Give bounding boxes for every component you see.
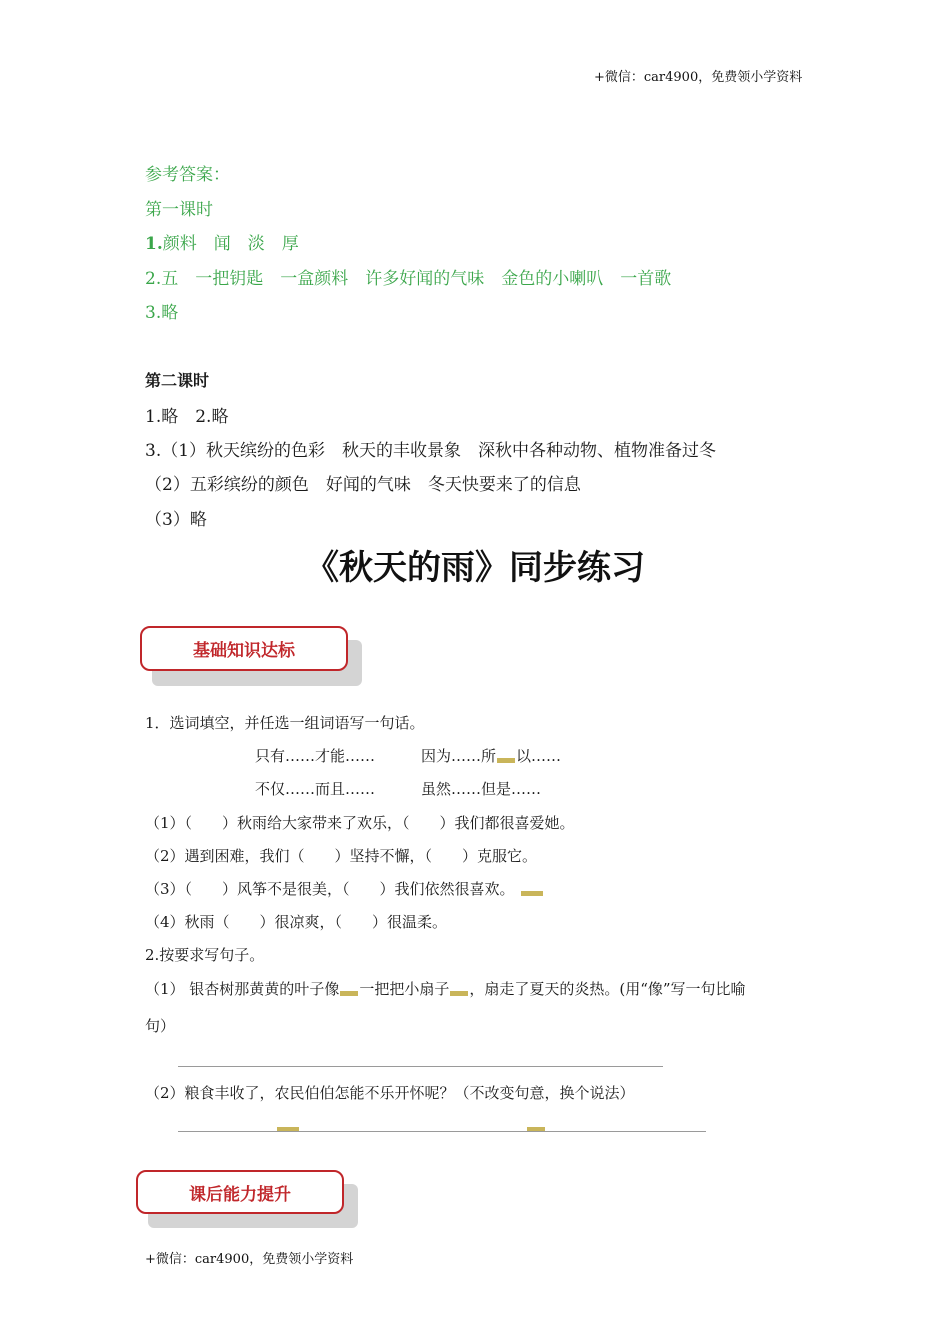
answer-line-1[interactable] — [178, 1066, 663, 1067]
lesson1-q3: 3.略 — [145, 303, 179, 323]
highlight-mark — [340, 991, 358, 996]
q1-sentence-4: （4）秋雨（ ）很凉爽，（ ）很温柔。 — [145, 913, 448, 931]
lesson2-title: 第二课时 — [145, 371, 210, 390]
section-advanced-badge — [136, 1170, 360, 1230]
q2-sentence-1-end: 句） — [145, 1017, 176, 1035]
exercise-title: 《秋天的雨》同步练习 — [305, 548, 645, 588]
highlight-mark — [521, 891, 543, 896]
answers-heading: 参考答案： — [145, 165, 230, 185]
q1-sentence-1: （1）（ ）秋雨给大家带来了欢乐，（ ）我们都很喜爱她。 — [145, 814, 575, 832]
q1-sentence-2: （2）遇到困难，我们（ ）坚持不懈，（ ）克服它。 — [145, 847, 538, 865]
lesson2-line3: （2）五彩缤纷的颜色 好闻的气味 冬天快要来了的信息 — [145, 475, 581, 495]
q1-word-option-4: 虽然……但是…… — [421, 780, 542, 798]
q2-s1-part-c: ，扇走了夏天的炎热。(用“像”写一句比喻 — [469, 980, 746, 998]
highlight-mark — [277, 1127, 299, 1131]
q1-word-option-2b: 以…… — [516, 747, 562, 765]
answer-line-2[interactable] — [178, 1131, 706, 1132]
lesson2-line2: 3.（1）秋天缤纷的色彩 秋天的丰收景象 深秋中各种动物、植物准备过冬 — [145, 441, 717, 461]
q2-sentence-2: （2）粮食丰收了，农民伯伯怎能不乐开怀呢？（不改变句意，换个说法） — [145, 1084, 635, 1102]
highlight-mark — [527, 1127, 545, 1131]
q1-word-option-3: 不仅……而且…… — [255, 780, 376, 798]
lesson2-line1: 1.略 2.略 — [145, 407, 229, 427]
q2-s1-part-a: （1） 银杏树那黄黄的叶子像 — [145, 980, 340, 998]
lesson1-q2-part-b: 好闻的气味 金色的小喇叭 一首歌 — [399, 269, 672, 289]
lesson1-title: 第一课时 — [145, 200, 213, 220]
lesson1-q1-number: 1. — [145, 234, 163, 254]
highlight-mark — [450, 991, 468, 996]
section-basic-label: 基础知识达标 — [140, 626, 348, 671]
q2-sentence-1 — [145, 978, 746, 999]
q1-sentence-3-text: （3）（ ）风筝不是很美，（ ）我们依然很喜欢。 — [145, 880, 515, 898]
section-advanced-label: 课后能力提升 — [136, 1170, 344, 1214]
header-note: +微信：car4900，免费领小学资料 — [594, 70, 803, 85]
lesson2-line4: （3）略 — [145, 510, 207, 530]
q1-prompt: 1．选词填空，并任选一组词语写一句话。 — [145, 714, 425, 732]
lesson1-q1-text: 颜料 闻 淡 厚 — [162, 234, 299, 254]
highlight-mark — [497, 758, 515, 763]
q1-word-option-2a: 因为……所 — [421, 747, 497, 765]
lesson1-q1 — [145, 229, 299, 254]
section-basic-badge — [140, 626, 364, 688]
q1-word-option-1: 只有……才能…… — [255, 747, 376, 765]
q1-sentence-3 — [145, 878, 544, 899]
q1-word-option-2 — [421, 745, 561, 766]
footer-note: +微信：car4900，免费领小学资料 — [145, 1252, 354, 1267]
q2-s1-part-b: 一把把小扇子 — [359, 980, 450, 998]
lesson1-q2 — [145, 264, 671, 289]
q2-prompt: 2.按要求写句子。 — [145, 946, 265, 964]
lesson1-q2-part-a: 2.五 一把钥匙 一盒颜料 许多 — [145, 269, 400, 289]
